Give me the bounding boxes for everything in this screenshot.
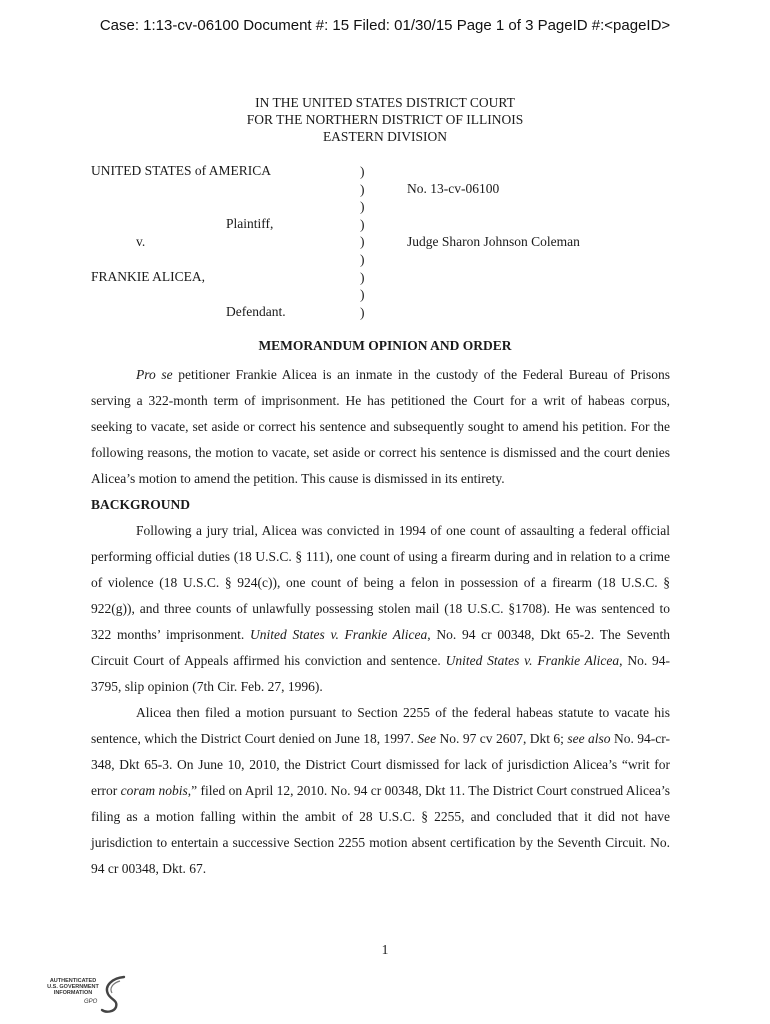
paragraph-text: Alicea then filed a motion pursuant to Section 2255 of the federal habeas statute to vacate his sentence, which the District Court denied on June 18, 1997. (91, 705, 670, 746)
court-line-3: EASTERN DIVISION (322, 129, 448, 144)
italic-term: Pro se (136, 367, 173, 382)
court-name-block (0, 94, 770, 145)
caption-paren: ) (360, 251, 365, 267)
plaintiff-role: Plaintiff, (226, 216, 274, 231)
document-body (91, 362, 670, 882)
paragraph-text: petitioner Frankie Alicea is an inmate in the custody of the Federal Bureau of Prisons serving a 322-month term of imprisonment. He has petitioned the Court for a writ of habeas corpus, seeking to vacate, set aside or correct his sentence and subsequently sought to amend his petition. For the following reasons, the motion to vacate, set aside or correct his sentence is dismissed and the court denies Alicea’s motion to amend the petition. This cause is dismissed in its entirety. (91, 367, 671, 486)
case-number: No. 13-cv-06100 (407, 181, 500, 196)
judge-name: Judge Sharon Johnson Coleman (407, 234, 580, 249)
caption-paren: ) (360, 287, 365, 303)
page-number: 1 (381, 942, 389, 957)
caption-paren: ) (360, 181, 365, 197)
plaintiff-name: UNITED STATES of AMERICA (91, 163, 272, 178)
paragraph-background-2 (91, 700, 670, 882)
gpo-line-2: U.S. GOVERNMENT (47, 984, 99, 991)
defendant-name: FRANKIE ALICEA, (91, 269, 205, 284)
paragraph-background-1 (91, 518, 670, 700)
caption-paren: ) (360, 234, 365, 250)
paragraph-intro (91, 362, 670, 492)
defendant-role: Defendant. (226, 304, 286, 319)
caption-paren: ) (360, 269, 365, 285)
caption-paren: ) (360, 199, 365, 215)
versus: v. (136, 234, 146, 249)
paragraph-text: , No. 94-3795, slip opinion (7th Cir. Feb. 27, 1996). (91, 653, 671, 694)
paragraph-text: ,” filed on April 12, 2010. No. 94 cr 00348, Dkt 11. The District Court construed Alicea’s filing as a motion falling within the ambit of 28 U.S.C. § 2255, and concluded that it did not have jurisdiction to entertain a successive Section 2255 motion absent certification by the Seventh Circuit. No. 94 cr 00348, Dkt. 67. (91, 783, 670, 876)
signal-see: See (417, 731, 437, 746)
signal-see-also: see also (567, 731, 611, 746)
paragraph-text: , No. 94 cr 00348, Dkt 65-2. The Seventh Circuit Court of Appeals affirmed his conviction and sentence. (91, 627, 670, 668)
section-heading-background: BACKGROUND (91, 497, 191, 512)
paragraph-text: No. 97 cv 2607, Dkt 6; (436, 731, 568, 746)
gpo-authentication-logo (42, 972, 134, 1018)
court-line-1: IN THE UNITED STATES DISTRICT COURT (255, 95, 515, 110)
court-line-2: FOR THE NORTHERN DISTRICT OF ILLINOIS (246, 112, 524, 127)
eagle-swoosh-icon (98, 974, 128, 1014)
document-title: MEMORANDUM OPINION AND ORDER (258, 338, 512, 353)
gpo-label: GPO (84, 999, 98, 1005)
paragraph-text: Following a jury trial, Alicea was convicted in 1994 of one count of assaulting a federal official performing official duties (18 U.S.C. § 111), one count of using a firearm during and in relation to a crime of violence (18 U.S.C. § 924(c)), one count of being a felon in possession of a firearm (18 U.S.C. § 922(g)), and three counts of unlawfully possessing stolen mail (18 U.S.C. §1708). He was sentenced to 322 months’ imprisonment. (91, 523, 670, 642)
case-citation: United States v. Frankie Alicea (445, 653, 620, 668)
caption-paren: ) (360, 164, 365, 179)
case-citation: United States v. Frankie Alicea (250, 627, 428, 642)
latin-term: coram nobis (120, 783, 188, 798)
caption-paren: ) (360, 304, 365, 320)
case-header: Case: 1:13-cv-06100 Document #: 15 Filed: 01/30/15 Page 1 of 3 PageID #:<pageID> (99, 17, 671, 34)
caption-parentheses (360, 163, 372, 321)
gpo-line-1: AUTHENTICATED (49, 978, 97, 984)
gpo-logo-text (42, 978, 104, 997)
gpo-line-3: INFORMATION (53, 990, 93, 997)
caption-paren: ) (360, 216, 365, 232)
paragraph-text: No. 94-cr-348, Dkt 65-3. On June 10, 2010, the District Court dismissed for lack of jurisdiction Alicea’s “writ for error (91, 731, 671, 798)
